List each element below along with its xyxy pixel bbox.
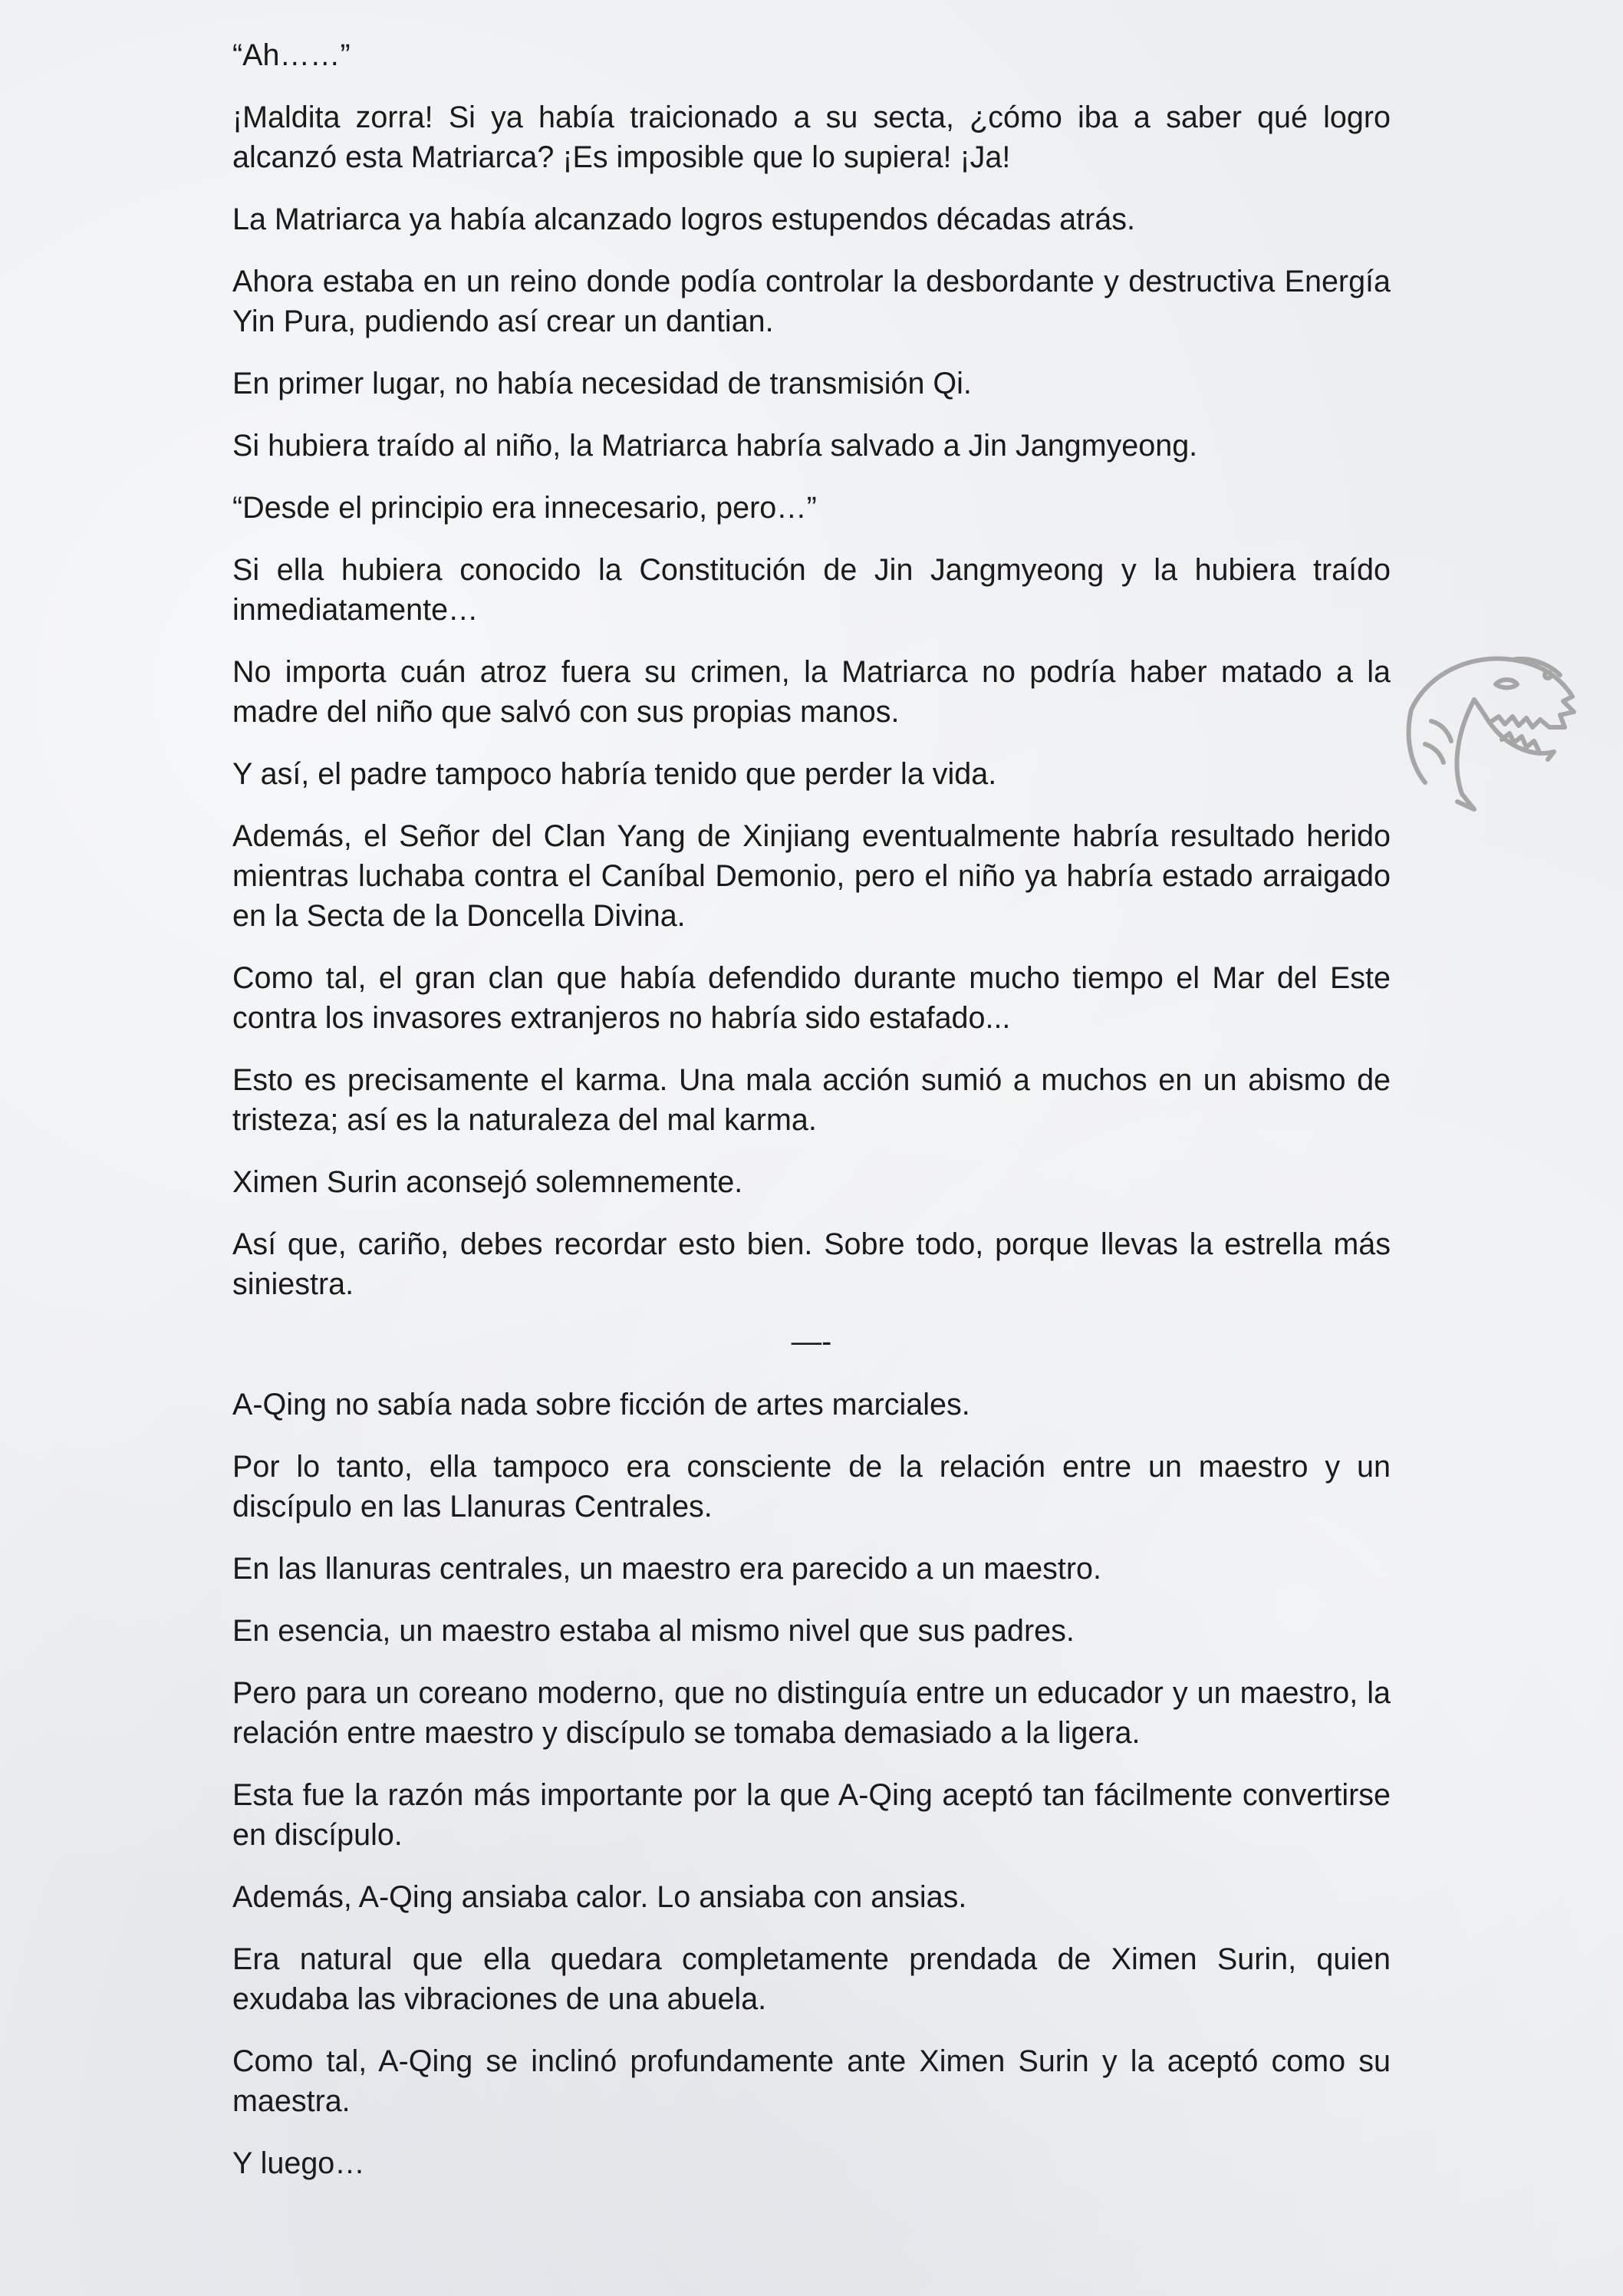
text-column <box>232 35 1391 2205</box>
paragraph-3: La Matriarca ya había alcanzado logros estupendos décadas atrás. <box>232 203 1135 236</box>
paragraph-4: Ahora estaba en un reino donde podía controlar la desbordante y destructiva Energía Yin Pura, pudiendo así crear un dantian. <box>232 265 1391 338</box>
paragraph-23: Era natural que ella quedara completamente prendada de Ximen Surin, quien exudaba las vibraciones de una abuela. <box>232 1942 1391 2016</box>
paragraph-13: Esto es precisamente el karma. Una mala acción sumió a muchos en un abismo de tristeza; así es la naturaleza del mal karma. <box>232 1063 1391 1137</box>
paragraph-11: Además, el Señor del Clan Yang de Xinjiang eventualmente habría resultado herido mientras luchaba contra el Caníbal Demonio, pero el niño ya habría estado arraigado en la Secta de la Doncella Divina. <box>232 819 1391 933</box>
paragraph-21: Esta fue la razón más importante por la que A-Qing aceptó tan fácilmente convertirse en discípulo. <box>232 1778 1391 1852</box>
paragraph-25: Y luego… <box>232 2146 365 2180</box>
paragraph-12: Como tal, el gran clan que había defendido durante mucho tiempo el Mar del Este contra los invasores extranjeros no habría sido estafado... <box>232 961 1391 1035</box>
paragraph-8: Si ella hubiera conocido la Constitución de Jin Jangmyeong y la hubiera traído inmediatamente… <box>232 553 1391 627</box>
paragraph-17: Por lo tanto, ella tampoco era consciente de la relación entre un maestro y un discípulo en las Llanuras Centrales. <box>232 1450 1391 1524</box>
dinosaur-head-icon <box>1397 637 1589 828</box>
paragraph-7: “Desde el principio era innecesario, pero…” <box>232 491 817 525</box>
paragraph-10: Y así, el padre tampoco habría tenido que perder la vida. <box>232 757 997 791</box>
paragraph-24: Como tal, A-Qing se inclinó profundamente ante Ximen Surin y la aceptó como su maestra. <box>232 2044 1391 2118</box>
paragraph-22: Además, A-Qing ansiaba calor. Lo ansiaba con ansias. <box>232 1880 967 1914</box>
paragraph-1: “Ah……” <box>232 38 351 72</box>
paragraph-16: A-Qing no sabía nada sobre ficción de artes marciales. <box>232 1388 970 1421</box>
paragraph-9: No importa cuán atroz fuera su crimen, la Matriarca no podría haber matado a la madre del niño que salvó con sus propias manos. <box>232 655 1391 729</box>
paragraph-20: Pero para un coreano moderno, que no distinguía entre un educador y un maestro, la relación entre maestro y discípulo se tomaba demasiado a la ligera. <box>232 1676 1391 1750</box>
paragraph-15: Así que, cariño, debes recordar esto bien. Sobre todo, porque llevas la estrella más siniestra. <box>232 1227 1391 1301</box>
paragraph-18: En las llanuras centrales, un maestro era parecido a un maestro. <box>232 1552 1101 1586</box>
paragraph-6: Si hubiera traído al niño, la Matriarca habría salvado a Jin Jangmyeong. <box>232 429 1198 463</box>
paragraph-5: En primer lugar, no había necesidad de transmisión Qi. <box>232 367 972 400</box>
paragraph-19: En esencia, un maestro estaba al mismo nivel que sus padres. <box>232 1614 1075 1648</box>
paragraph-14: Ximen Surin aconsejó solemnemente. <box>232 1165 743 1199</box>
paragraph-2: ¡Maldita zorra! Si ya había traicionado a su secta, ¿cómo iba a saber qué logro alcanzó esta Matriarca? ¡Es imposible que lo supiera! ¡Ja! <box>232 100 1391 174</box>
scene-separator: —- <box>791 1325 832 1359</box>
